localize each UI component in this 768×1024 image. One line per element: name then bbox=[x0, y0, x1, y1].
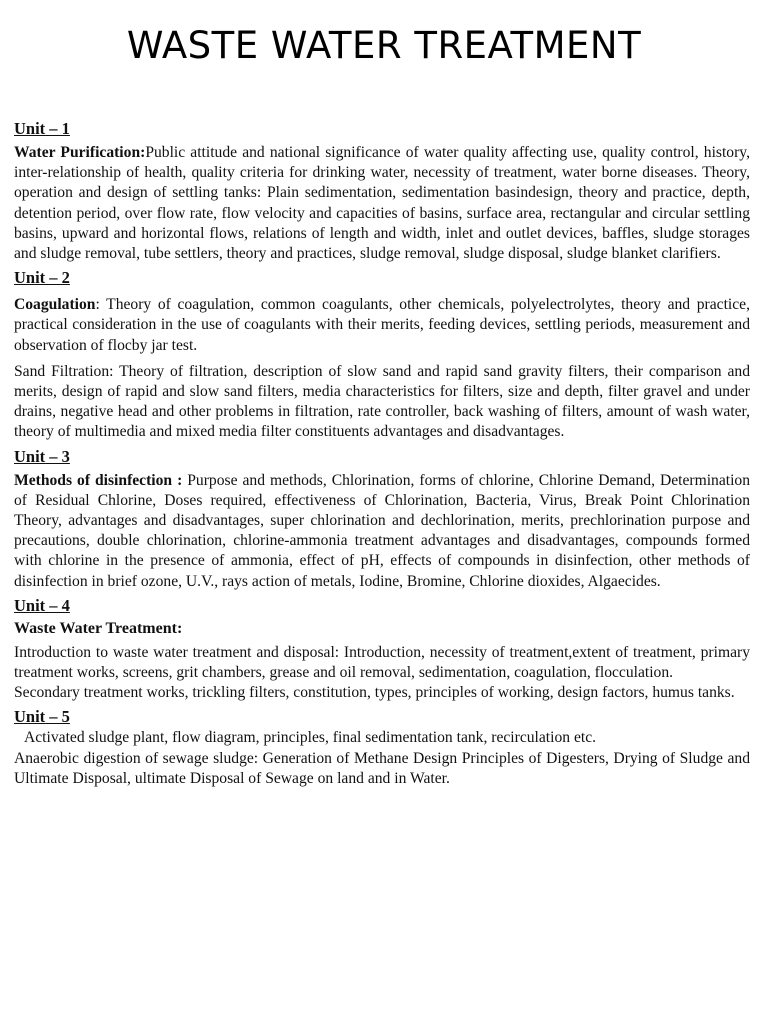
unit-5-paragraph-1: Activated sludge plant, flow diagram, principles, final sedimentation tank, recirculation etc. bbox=[24, 729, 597, 747]
unit-1-lead: Water Purification: bbox=[14, 144, 146, 161]
unit-3-paragraph-1 bbox=[14, 471, 750, 592]
unit-2-paragraph-2: Sand Filtration: Theory of filtration, description of slow sand and rapid sand gravity filters, their comparison and merits, design of rapid and slow sand filters, media characteristics for filters, size and depth, filter gravel and under drains, negative head and other problems in filtration, rate controller, back washing of filters, amount of wash water, theory of multimedia and mixed media filter constituents advantages and disadvantages. bbox=[14, 362, 750, 441]
unit-5-section bbox=[14, 706, 750, 789]
unit-1-text: Public attitude and national significance of water quality affecting use, quality control, history, inter-relationship of health, quality criteria for drinking water, necessity of treatment, water borne diseases. Theory, operation and design of settling tanks: Plain sedimentation, sedimentation basindesign, theory and practice, depth, detention period, over flow rate, flow velocity and capacities of basins, surface area, rectangular and circular settling basins, upward and horizontal flows, relations of length and width, inlet and outlet devices, baffles, sludge storages and sludge removal, tube settlers, theory and practices, sludge removal, sludge disposal, sludge blanket clarifiers. bbox=[14, 144, 750, 263]
unit-2-section bbox=[14, 267, 750, 442]
syllabus-body bbox=[14, 118, 750, 789]
unit-2-paragraph-1 bbox=[14, 295, 750, 356]
unit-3-section bbox=[14, 446, 750, 592]
unit-4-paragraph-1: Introduction to waste water treatment and disposal: Introduction, necessity of treatment,extent of treatment, primary treatment works, screens, grit chambers, grease and oil removal, sedimentation, coagulation, flocculation. bbox=[14, 643, 750, 682]
unit-1-heading: Unit – 1 bbox=[14, 119, 70, 138]
unit-1-section bbox=[14, 118, 750, 264]
unit-3-text: Purpose and methods, Chlorination, forms of chlorine, Chlorine Demand, Determination of Residual Chlorine, Doses required, effectiveness of Chlorination, Bacteria, Virus, Break Point Chlorination Theory, advantages and disadvantages, super chlorination and dechlorination, merits, prechlorination purpose and precautions, double chlorination, chlorine-ammonia treatment advantages and disadvantages, compounds formed with chlorine in the presence of ammonia, effect of pH, effects of compounds in disinfection, other methods of disinfection in brief ozone, U.V., rays action of metals, Iodine, Bromine, Chlorine dioxides, Algaecides. bbox=[14, 471, 751, 590]
unit-2-heading: Unit – 2 bbox=[14, 268, 70, 288]
page-title: WASTE WATER TREATMENT bbox=[126, 24, 642, 67]
unit-1-paragraph-1 bbox=[14, 143, 750, 264]
unit-2-text-1: : Theory of coagulation, common coagulants, other chemicals, polyelectrolytes, theory and practice, practical consideration in the use of coagulants with their merits, feeding devices, settling periods, measurement and observation of flocby jar test. bbox=[14, 296, 750, 354]
unit-2-lead: Coagulation bbox=[14, 296, 96, 314]
unit-5-paragraph-2: Anaerobic digestion of sewage sludge: Generation of Methane Design Principles of Digesters, Drying of Sludge and Ultimate Disposal, ultimate Disposal of Sewage on land and in Water. bbox=[14, 749, 750, 787]
unit-4-subheading: Waste Water Treatment: bbox=[14, 619, 183, 637]
unit-4-paragraph-2: Secondary treatment works, trickling filters, constitution, types, principles of working, design factors, humus tanks. bbox=[14, 684, 735, 702]
unit-3-lead: Methods of disinfection : bbox=[14, 471, 183, 489]
unit-4-section bbox=[14, 595, 750, 704]
unit-5-heading: Unit – 5 bbox=[14, 707, 70, 727]
unit-4-heading: Unit – 4 bbox=[14, 595, 70, 615]
unit-3-heading: Unit – 3 bbox=[14, 446, 70, 466]
